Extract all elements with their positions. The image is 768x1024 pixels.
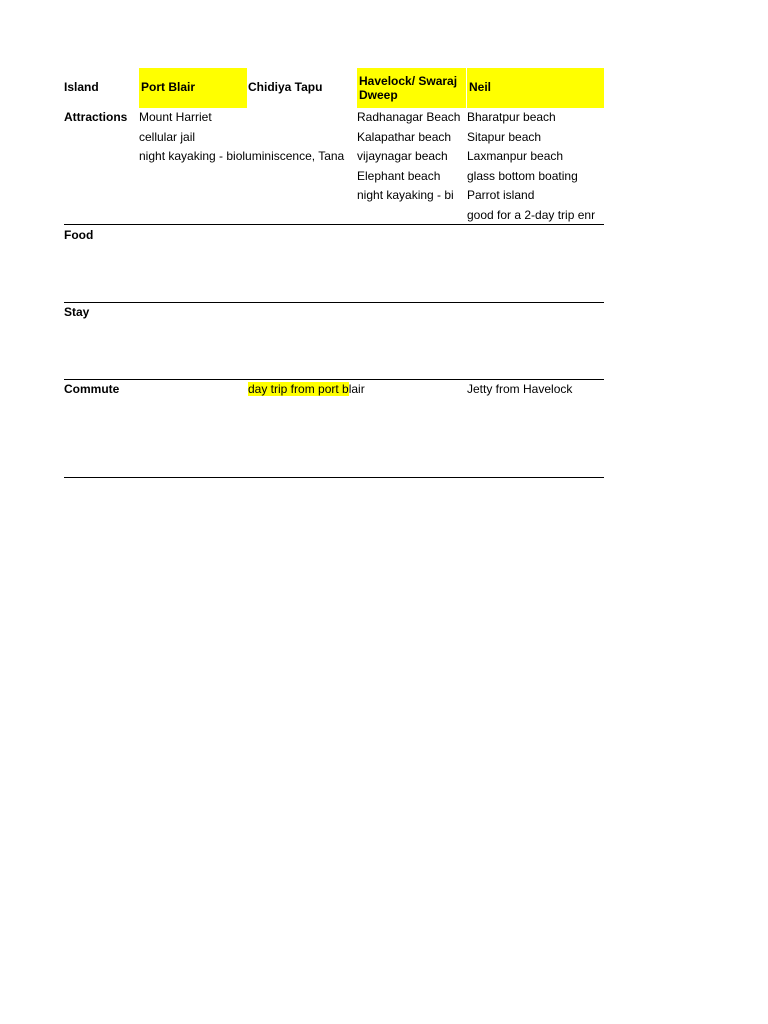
attractions-neil[interactable]	[467, 108, 604, 226]
header-chidiya-tapu[interactable]: Chidiya Tapu	[248, 80, 323, 95]
commute-label[interactable]: Commute	[64, 382, 120, 396]
attraction-item: glass bottom boating	[467, 168, 578, 183]
attraction-item: cellular jail	[139, 129, 196, 144]
attraction-item: night kayaking - bi	[357, 188, 454, 203]
header-neil[interactable]: Neil	[467, 68, 604, 108]
attraction-item: Kalapathar beach	[357, 129, 452, 144]
food-label[interactable]: Food	[64, 228, 94, 242]
attraction-item: Parrot island	[467, 188, 535, 203]
header-row	[64, 68, 604, 108]
header-island[interactable]: Island	[64, 80, 99, 95]
attraction-item: night kayaking - bioluminiscence, Tana	[139, 149, 345, 164]
attraction-item: Sitapur beach	[467, 129, 542, 144]
food-row	[64, 226, 604, 303]
attractions-port-blair[interactable]	[139, 108, 359, 167]
attraction-item: Mount Harriet	[139, 110, 212, 124]
attraction-item: Elephant beach	[357, 168, 441, 183]
header-port-blair[interactable]: Port Blair	[139, 68, 247, 108]
row-divider	[64, 477, 604, 478]
attraction-item: good for a 2-day trip enr	[467, 207, 596, 222]
attraction-item: vijaynagar beach	[357, 149, 448, 164]
attractions-row	[64, 108, 604, 225]
commute-chidiya-tapu[interactable]	[248, 380, 365, 400]
commute-overflow-text: lair	[348, 382, 365, 396]
stay-label[interactable]: Stay	[64, 305, 90, 319]
spreadsheet	[64, 68, 604, 396]
row-divider	[64, 224, 604, 225]
stay-row	[64, 303, 604, 380]
attractions-label[interactable]: Attractions	[64, 110, 128, 124]
attractions-havelock[interactable]	[357, 108, 466, 206]
commute-row	[64, 380, 604, 477]
commute-highlighted-text: day trip from port b	[248, 382, 349, 396]
attraction-item: Bharatpur beach	[467, 110, 556, 124]
attraction-item: Laxmanpur beach	[467, 149, 564, 164]
header-havelock[interactable]: Havelock/ Swaraj Dweep	[357, 68, 466, 108]
attraction-item: Radhanagar Beach	[357, 110, 461, 124]
commute-neil[interactable]: Jetty from Havelock	[467, 382, 573, 396]
